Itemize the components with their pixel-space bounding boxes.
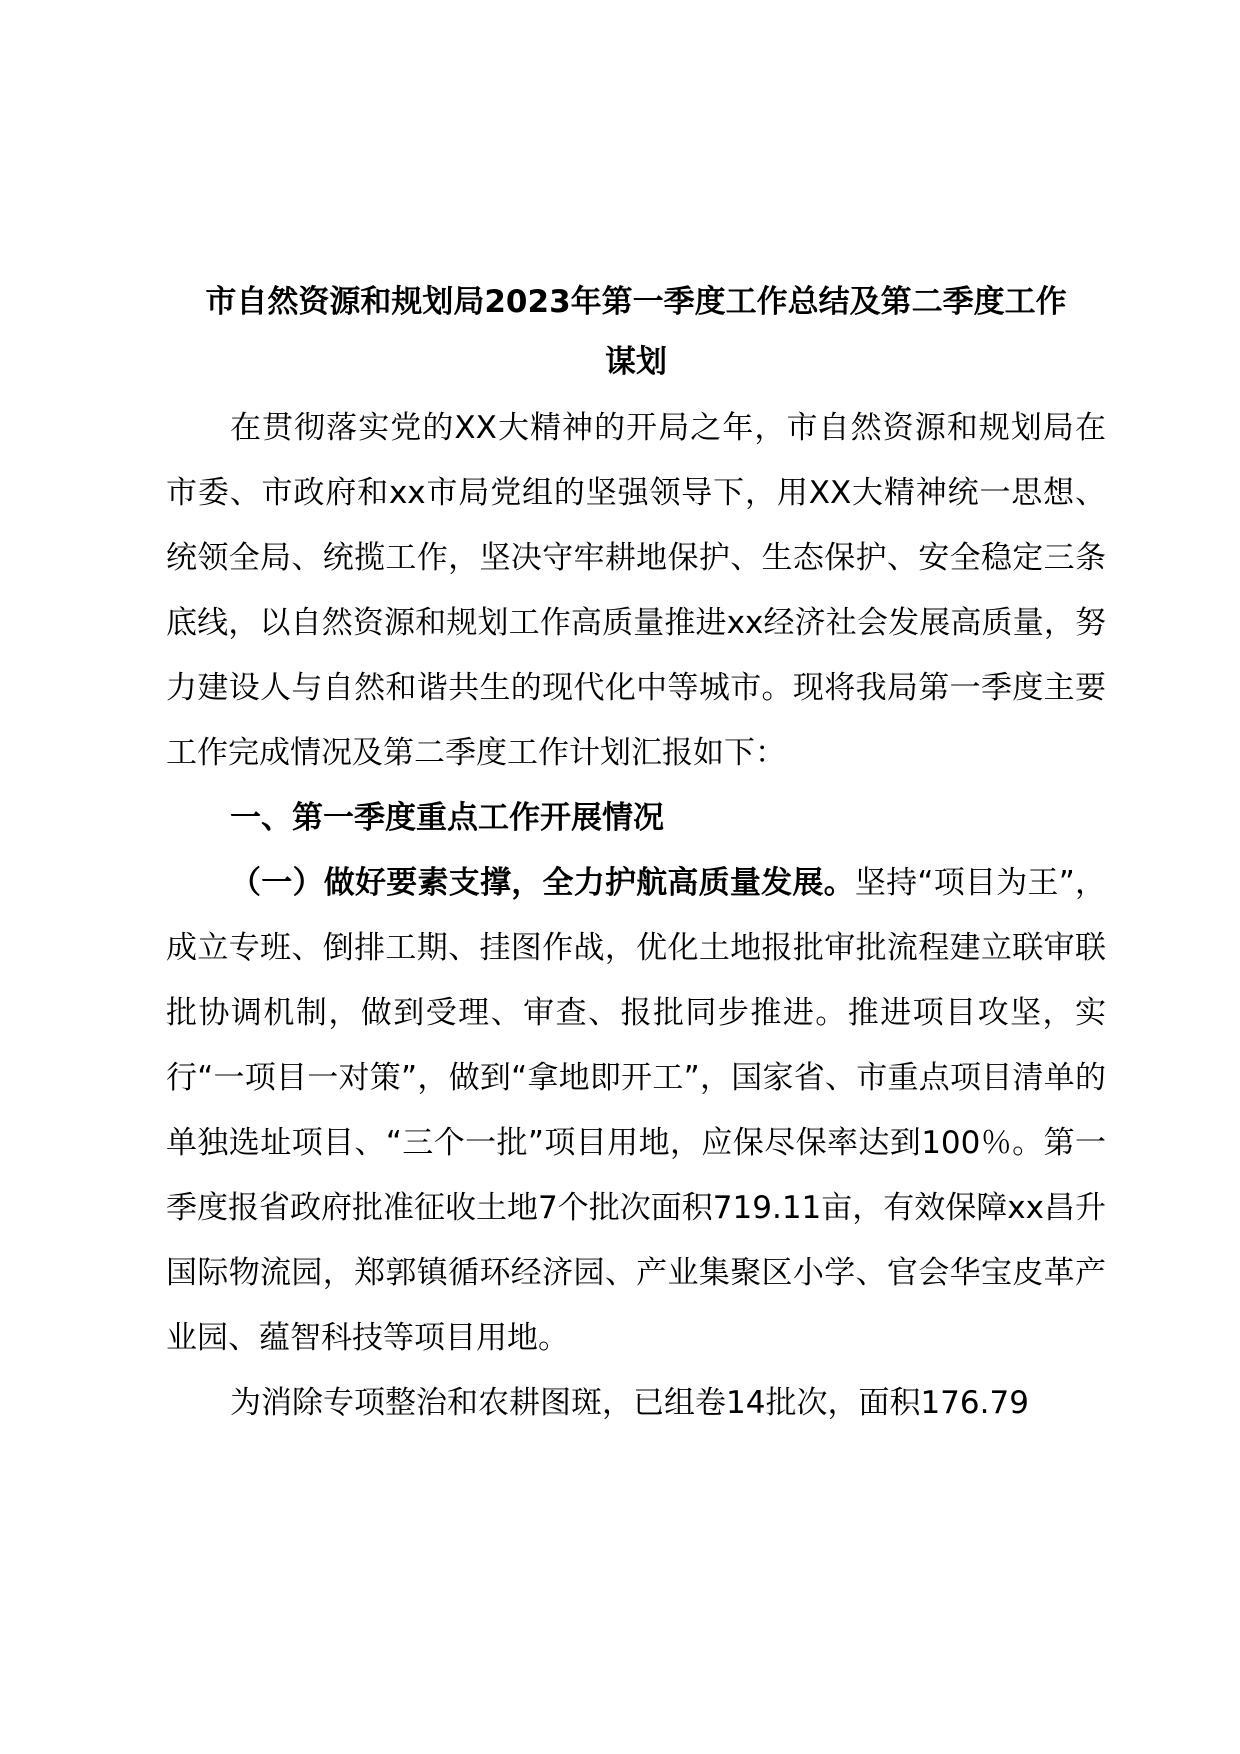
subsection-body-1: 坚持“项目为王”，成立专班、倒排工期、挂图作战，优化土地报批审批流程建立联审联批协调机制，做到受理、审查、报批同步推进。推进项目攻坚，实行“一项目一对策”，做到“拿地即开工”，国家省、市重点项目清单的单独选址项目、“三个一批”项目用地，应保尽保率达到100％。第一季度报省政府批准征收土地7个批次面积719.11亩，有效保障xx昌升国际物流园，郑郭镇循环经济园、产业集聚区小学、官会华宝皮革产业园、蕴智科技等项目用地。 — [166, 865, 1107, 1356]
subsection-paragraph-1 — [166, 851, 1106, 1371]
last-paragraph: 为消除专项整治和农耕图斑，已组卷14批次，面积176.79 — [230, 1385, 1029, 1421]
subsection-heading-1: （一）做好要素支撑，全力护航高质量发展。 — [230, 865, 855, 901]
intro-paragraph: 在贯彻落实党的XX大精神的开局之年，市自然资源和规划局在市委、市政府和xx市局党组的坚强领导下，用XX大精神统一思想、统领全局、统揽工作，坚决守牢耕地保护、生态保护、安全稳定三条底线，以自然资源和规划工作高质量推进xx经济社会发展高质量，努力建设人与自然和谐共生的现代化中等城市。现将我局第一季度主要工作完成情况及第二季度工作计划汇报如下： — [166, 410, 1106, 771]
title-line-1: 市自然资源和规划局2023年第一季度工作总结及第二季度工作 — [205, 284, 1067, 320]
document-title — [166, 272, 1106, 392]
title-line-2: 谋划 — [605, 344, 667, 380]
section-heading-1: 一、第一季度重点工作开展情况 — [230, 800, 664, 836]
document-page — [166, 272, 1106, 1436]
